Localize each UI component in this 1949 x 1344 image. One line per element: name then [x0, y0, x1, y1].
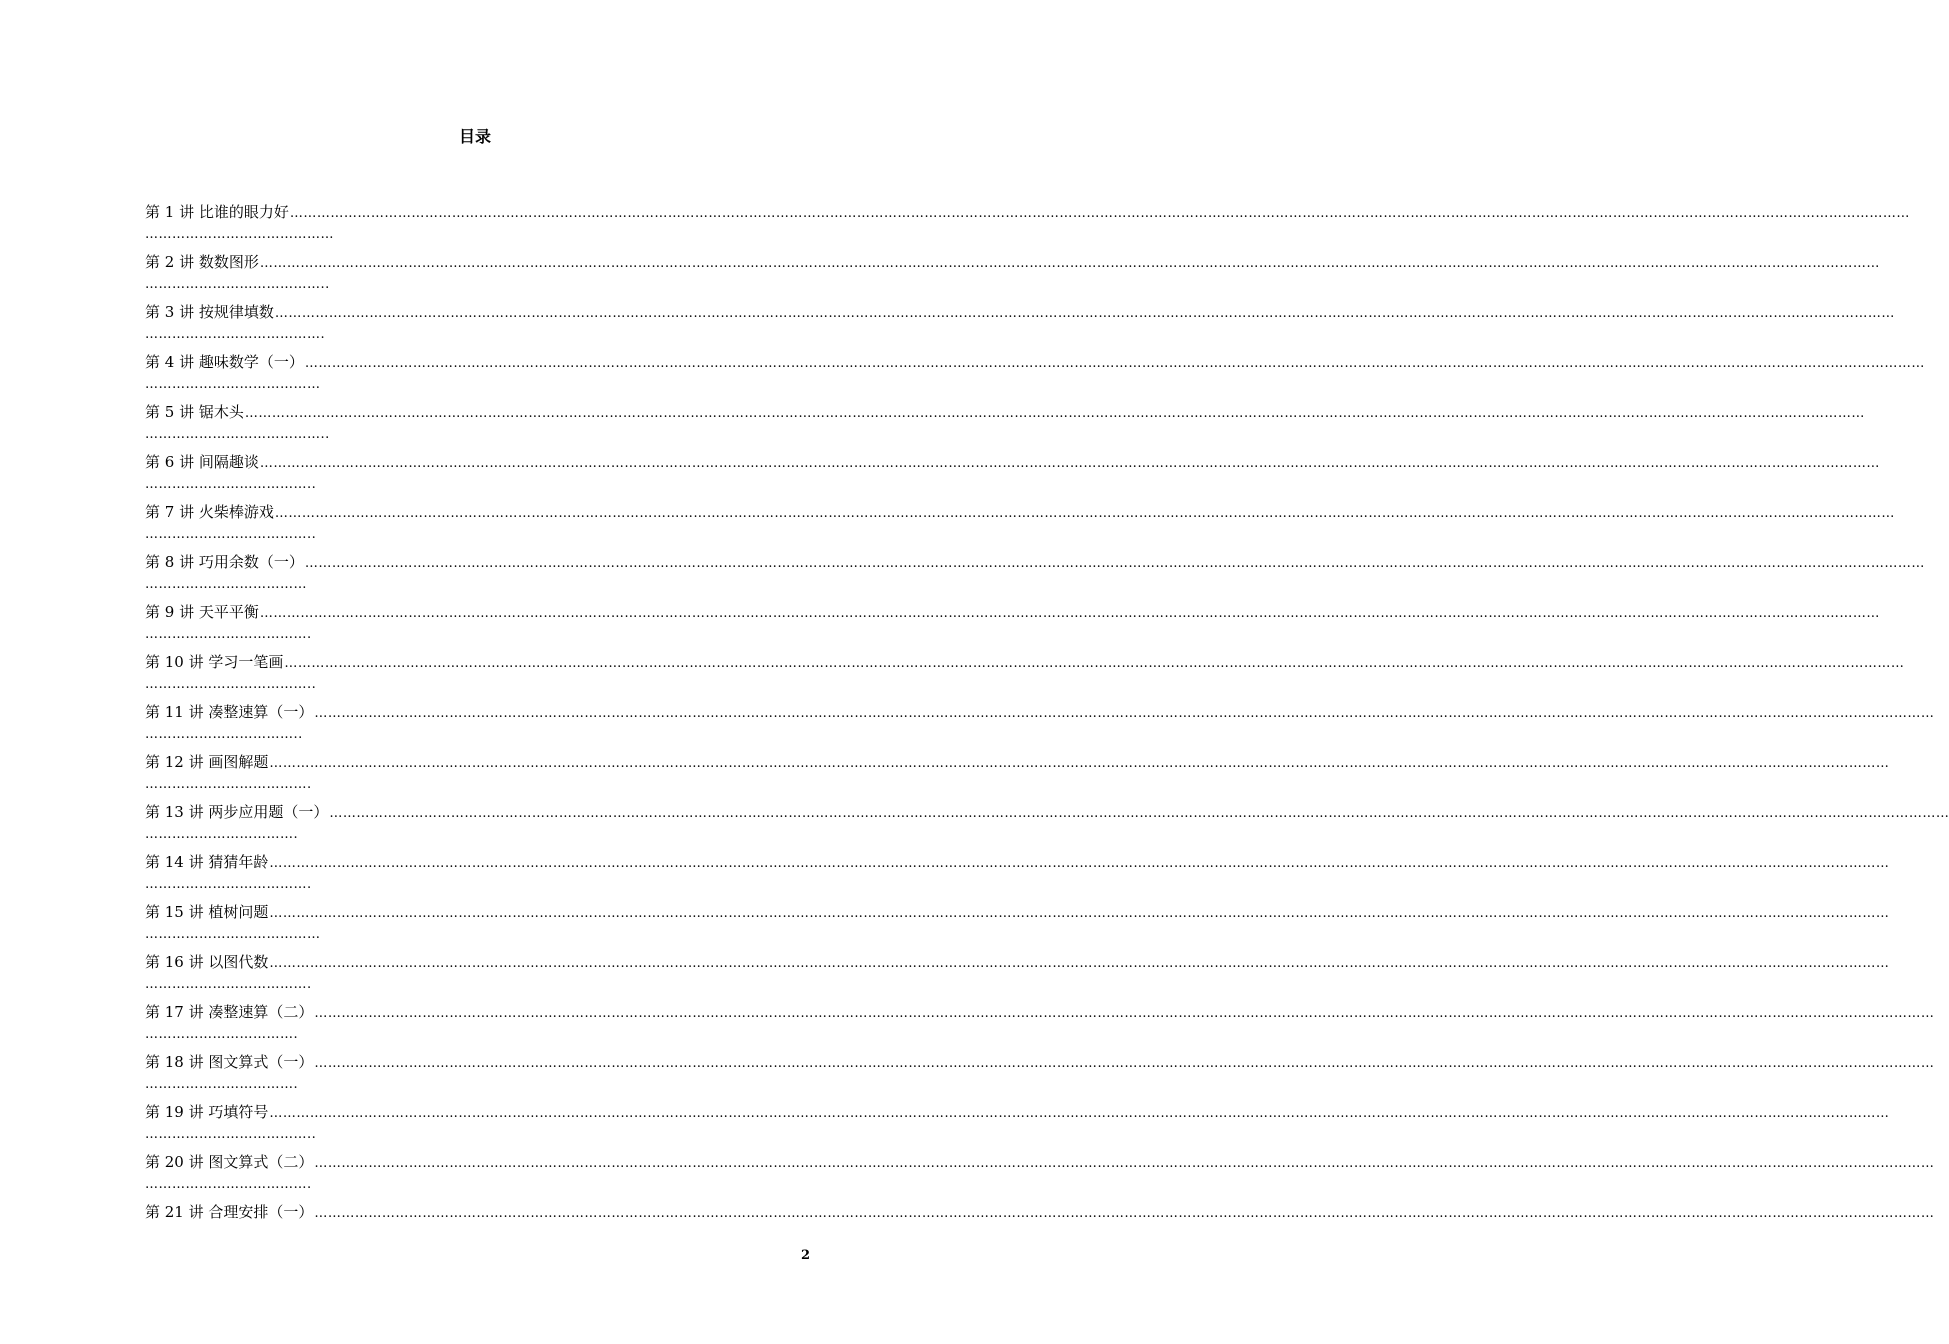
toc-entry-label: 第 11 讲 凑整速算（一） — [145, 703, 314, 721]
toc-entry-label: 第 14 讲 猜猜年龄 — [145, 853, 269, 871]
toc-entry-label: 第 12 讲 画图解题 — [145, 753, 269, 771]
dot-leader: ……………………………………………………………………………………………………………………………………………………………………………………………………………………………………………………………………………………………………………………………… — [269, 956, 1890, 971]
dot-leader: ……………………………………………………………………………………………………………………………………………………………………………………………………………………………………………………………………………………………………………………………… — [274, 506, 1895, 521]
page-title: 目录 — [458, 127, 491, 146]
toc-entry-label: 第 6 讲 间隔趣谈 — [145, 453, 259, 471]
toc-entry-first-line — [145, 250, 1880, 274]
table-of-contents — [145, 200, 1949, 1250]
toc-entry[interactable] — [145, 250, 1880, 300]
toc-entry-label: 第 13 讲 两步应用题（一） — [145, 803, 329, 821]
toc-entry[interactable] — [145, 900, 1890, 950]
toc-entry-first-line — [145, 1150, 1935, 1174]
toc-entry[interactable] — [145, 750, 1890, 800]
toc-entry-dot-continuation: ……………………………… — [145, 577, 307, 592]
toc-entry[interactable] — [145, 800, 1949, 850]
toc-entry[interactable] — [145, 1100, 1890, 1150]
toc-entry-label: 第 5 讲 锯木头 — [145, 403, 244, 421]
toc-entry[interactable] — [145, 200, 1910, 250]
dot-leader: ……………………………………………………………………………………………………………………………………………………………………………………………………………………………………………………………………………………………………………………………… — [314, 706, 1935, 721]
toc-entry[interactable] — [145, 1000, 1935, 1050]
toc-entry-dot-continuation: ………………………………. — [145, 777, 312, 792]
toc-entry-first-line — [145, 600, 1880, 624]
dot-leader: ……………………………………………………………………………………………………………………………………………………………………………………………………………………………………………………………………………………………………………………………… — [244, 406, 1865, 421]
toc-entry-dot-continuation: ………………………………….. — [145, 427, 330, 442]
toc-entry-first-line — [145, 400, 1865, 424]
dot-leader: ……………………………………………………………………………………………………………………………………………………………………………………………………………………………………………………………………………………………………………………………… — [259, 606, 1880, 621]
toc-entry-dot-continuation: ………………………………… — [145, 377, 321, 392]
toc-entry[interactable] — [145, 350, 1925, 400]
dot-leader: ……………………………………………………………………………………………………………………………………………………………………………………………………………………………………………………………………………………………………………………………… — [329, 806, 1949, 821]
toc-entry-dot-continuation: ………………………………. — [145, 1177, 312, 1192]
dot-leader: ……………………………………………………………………………………………………………………………………………………………………………………………………………………………………………………………………………………………………………………………… — [314, 1056, 1935, 1071]
toc-entry-first-line — [145, 550, 1925, 574]
toc-entry-first-line — [145, 350, 1925, 374]
toc-entry-first-line — [145, 750, 1890, 774]
toc-entry-label: 第 9 讲 天平平衡 — [145, 603, 259, 621]
toc-entry[interactable] — [145, 850, 1890, 900]
dot-leader: ……………………………………………………………………………………………………………………………………………………………………………………………………………………………………………………………………………………………………………………………… — [269, 756, 1890, 771]
toc-entry-first-line — [145, 700, 1935, 724]
toc-entry-first-line — [145, 900, 1890, 924]
toc-entry-dot-continuation: ………………………………… — [145, 927, 321, 942]
toc-entry-first-line — [145, 950, 1890, 974]
toc-entry-dot-continuation: ………………………………. — [145, 627, 312, 642]
dot-leader: ……………………………………………………………………………………………………………………………………………………………………………………………………………………………………………………………………………………………………………………………… — [269, 1106, 1890, 1121]
toc-entry-label: 第 15 讲 植树问题 — [145, 903, 269, 921]
page-number: 2 — [800, 1248, 810, 1263]
dot-leader: ……………………………………………………………………………………………………………………………………………………………………………………………………………………………………………………………………………………………………………………………… — [259, 456, 1880, 471]
toc-entry-label: 第 21 讲 合理安排（一） — [145, 1203, 314, 1221]
toc-entry[interactable] — [145, 950, 1890, 1000]
toc-entry[interactable] — [145, 1050, 1935, 1100]
toc-entry[interactable] — [145, 1200, 1935, 1250]
dot-leader: ……………………………………………………………………………………………………………………………………………………………………………………………………………………………………………………………………………………………………………………………… — [314, 1156, 1935, 1171]
toc-entry-label: 第 20 讲 图文算式（二） — [145, 1153, 314, 1171]
toc-entry-dot-continuation: ……………………………. — [145, 1027, 299, 1042]
dot-leader: ……………………………………………………………………………………………………………………………………………………………………………………………………………………………………………………………………………………………………………………………… — [259, 256, 1880, 271]
toc-entry[interactable] — [145, 1150, 1935, 1200]
toc-entry-dot-continuation: ………………………………….. — [145, 277, 330, 292]
toc-entry-dot-continuation: ………………………………. — [145, 977, 312, 992]
toc-entry[interactable] — [145, 300, 1895, 350]
toc-entry-dot-continuation: ……………………………. — [145, 827, 299, 842]
toc-entry-first-line — [145, 850, 1890, 874]
toc-entry-dot-continuation: ……………………………….. — [145, 1127, 317, 1142]
toc-entry-first-line — [145, 1200, 1935, 1224]
toc-entry-label: 第 3 讲 按规律填数 — [145, 303, 274, 321]
toc-entry-first-line — [145, 1100, 1890, 1124]
toc-entry-first-line — [145, 650, 1905, 674]
dot-leader: ……………………………………………………………………………………………………………………………………………………………………………………………………………………………………………………………………………………………………………………………… — [304, 556, 1925, 571]
toc-entry-first-line — [145, 450, 1880, 474]
toc-entry-dot-continuation: ……………………………….. — [145, 677, 317, 692]
toc-entry-dot-continuation: ……………………………….. — [145, 477, 317, 492]
toc-entry-label: 第 2 讲 数数图形 — [145, 253, 259, 271]
toc-entry-label: 第 10 讲 学习一笔画 — [145, 653, 284, 671]
dot-leader: ……………………………………………………………………………………………………………………………………………………………………………………………………………………………………………………………………………………………………………………………… — [284, 656, 1905, 671]
dot-leader: ……………………………………………………………………………………………………………………………………………………………………………………………………………………………………………………………………………………………………………………………… — [269, 906, 1890, 921]
toc-entry-dot-continuation: …………………………………. — [145, 327, 326, 342]
toc-entry-label: 第 4 讲 趣味数学（一） — [145, 353, 304, 371]
dot-leader: ……………………………………………………………………………………………………………………………………………………………………………………………………………………………………………………………………………………………………………………………… — [304, 356, 1925, 371]
toc-entry-label: 第 16 讲 以图代数 — [145, 953, 269, 971]
toc-entry-dot-continuation: ……………………………. — [145, 1077, 299, 1092]
toc-entry[interactable] — [145, 550, 1925, 600]
dot-leader: ……………………………………………………………………………………………………………………………………………………………………………………………………………………………………………………………………………………………………………………………… — [274, 306, 1895, 321]
toc-entry[interactable] — [145, 500, 1895, 550]
toc-entry-first-line — [145, 200, 1910, 224]
dot-leader: ……………………………………………………………………………………………………………………………………………………………………………………………………………………………………………………………………………………………………………………………… — [314, 1206, 1935, 1221]
toc-entry-dot-continuation: ……………………………….. — [145, 527, 317, 542]
toc-entry[interactable] — [145, 700, 1935, 750]
toc-entry-first-line — [145, 1000, 1935, 1024]
dot-leader: ……………………………………………………………………………………………………………………………………………………………………………………………………………………………………………………………………………………………………………………………… — [289, 206, 1910, 221]
dot-leader: ……………………………………………………………………………………………………………………………………………………………………………………………………………………………………………………………………………………………………………………………… — [269, 856, 1890, 871]
toc-entry-first-line — [145, 300, 1895, 324]
toc-entry-label: 第 18 讲 图文算式（一） — [145, 1053, 314, 1071]
toc-entry-first-line — [145, 800, 1949, 824]
toc-entry-dot-continuation: ………………………………. — [145, 877, 312, 892]
toc-entry-dot-continuation: …………………………………… — [145, 227, 334, 242]
dot-leader: ……………………………………………………………………………………………………………………………………………………………………………………………………………………………………………………………………………………………………………………………… — [314, 1006, 1935, 1021]
toc-entry-label: 第 8 讲 巧用余数（一） — [145, 553, 304, 571]
toc-entry-first-line — [145, 1050, 1935, 1074]
toc-entry[interactable] — [145, 450, 1880, 500]
toc-entry-first-line — [145, 500, 1895, 524]
toc-entry-label: 第 19 讲 巧填符号 — [145, 1103, 269, 1121]
toc-entry-dot-continuation: …………………………….. — [145, 727, 303, 742]
toc-entry[interactable] — [145, 650, 1905, 700]
toc-entry[interactable] — [145, 400, 1865, 450]
toc-entry-label: 第 17 讲 凑整速算（二） — [145, 1003, 314, 1021]
toc-entry[interactable] — [145, 600, 1880, 650]
toc-entry-label: 第 1 讲 比谁的眼力好 — [145, 203, 289, 221]
toc-entry-label: 第 7 讲 火柴棒游戏 — [145, 503, 274, 521]
